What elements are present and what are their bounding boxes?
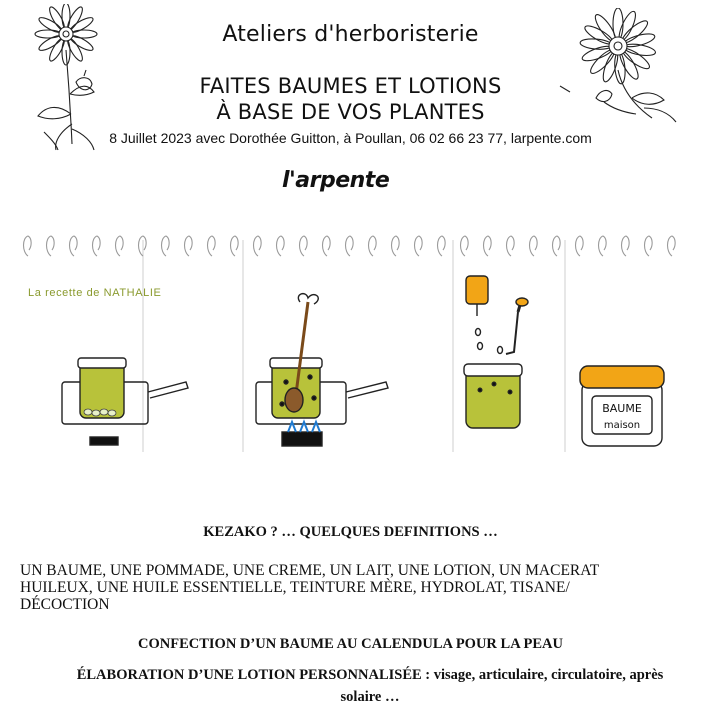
jar-label-baume: BAUME [602,402,642,415]
definitions-line-2: HUILEUX, UNE HUILE ESSENTIELLE, TEINTURE MÈRE, HYDROLAT, TISANE/ [20,579,570,596]
definitions-line-1: UN BAUME, UNE POMMADE, UNE CREME, UN LAIT, UNE LOTION, UN MACERAT [20,562,600,579]
title-line-1: FAITES BAUMES ET LOTIONS [199,74,502,98]
recipe-illustration [18,232,688,457]
spiral-ring [47,236,55,256]
definitions-line-3: DÉCOCTION [20,596,110,613]
spiral-ring [622,236,630,256]
spiral-ring [70,236,78,256]
recipe-credit: La recette de NATHALIE [28,287,162,299]
spiral-ring [277,236,285,256]
confection-heading: CONFECTION D’UN BAUME AU CALENDULA POUR LA PEAU [138,636,563,652]
spiral-ring [484,236,492,256]
event-details: 8 Juillet 2023 avec Dorothée Guitton, à Poullan, 06 02 66 23 77, larpente.com [109,130,592,146]
spiral-ring [254,236,262,256]
notebook-spiral [24,236,676,256]
spiral-ring [162,236,170,256]
spiral-ring [208,236,216,256]
step-1-bain-marie [62,358,188,445]
title-line-2: À BASE DE VOS PLANTES [216,100,485,124]
spiral-ring [645,236,653,256]
jar-label-maison: maison [603,420,641,431]
spiral-ring [231,236,239,256]
spiral-ring [507,236,515,256]
elaboration-heading [40,664,700,708]
step-2-stirring [256,294,388,446]
spiral-ring [93,236,101,256]
spiral-ring [392,236,400,256]
spiral-ring [323,236,331,256]
spiral-ring [300,236,308,256]
spiral-ring [116,236,124,256]
elaboration-line-1: ÉLABORATION D’UNE LOTION PERSONNALISÉE : visage, articulaire, circulatoire, après [76,667,664,683]
spiral-ring [438,236,446,256]
spiral-ring [139,236,147,256]
spiral-ring [369,236,377,256]
spiral-ring [346,236,354,256]
spiral-ring [530,236,538,256]
definitions-list [20,562,680,613]
step-3-dropper [464,276,528,428]
elaboration-line-2: solaire … [340,689,400,705]
spiral-ring [461,236,469,256]
spiral-ring [576,236,584,256]
spiral-ring [415,236,423,256]
workshop-subtitle: Ateliers d'herboristerie [222,22,479,47]
larpente-logo: l'arpente [282,168,390,193]
spiral-ring [24,236,32,256]
kezako-heading: KEZAKO ? … QUELQUES DEFINITIONS … [203,524,498,540]
spiral-ring [185,236,193,256]
spiral-ring [599,236,607,256]
spiral-ring [668,236,676,256]
spiral-ring [553,236,561,256]
